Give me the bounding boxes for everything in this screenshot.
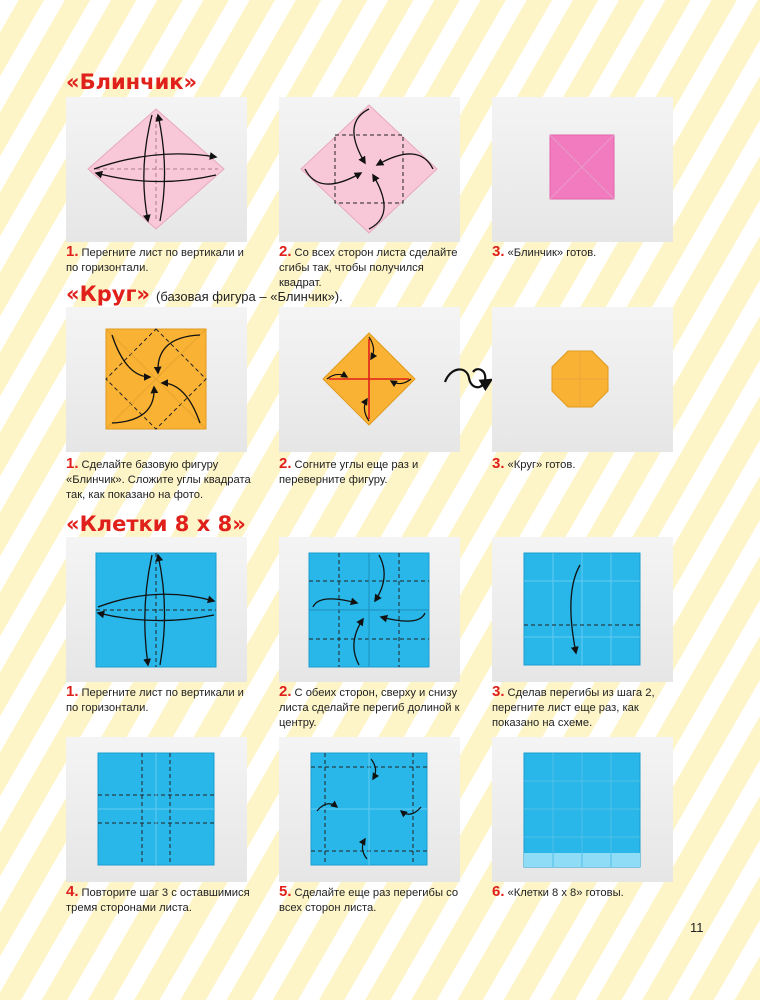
- step-number: 1.: [66, 455, 79, 472]
- photo-blinchik-step-1: [66, 97, 247, 242]
- section-title-text: «Клетки 8 х 8»: [66, 512, 246, 536]
- step-number: 1.: [66, 683, 79, 700]
- step-number: 2.: [279, 683, 292, 700]
- step-text: Перегните лист по вертикали и по горизонтали.: [66, 687, 244, 714]
- section-title-text: «Круг»: [66, 282, 150, 306]
- step-text: Со всех сторон листа сделайте сгибы так, чтобы получился квадрат.: [279, 247, 458, 289]
- step-number: 3.: [492, 683, 505, 700]
- step-text: Сделайте еще раз перегибы со всех сторон листа.: [279, 887, 459, 914]
- caption-krug-step-3: [492, 456, 682, 473]
- photo-krug-step-3: [492, 307, 673, 452]
- photo-blinchik-step-3: [492, 97, 673, 242]
- step-text: Согните углы еще раз и переверните фигуру.: [279, 459, 419, 486]
- caption-blinchik-step-1: [66, 244, 256, 276]
- caption-blinchik-step-3: [492, 244, 682, 261]
- photo-kletki-step-5: [279, 737, 460, 882]
- step-number: 3.: [492, 455, 505, 472]
- caption-kletki-step-2: [279, 684, 469, 731]
- step-number: 2.: [279, 455, 292, 472]
- caption-kletki-step-1: [66, 684, 256, 716]
- step-number: 4.: [66, 883, 79, 900]
- photo-kletki-step-6: [492, 737, 673, 882]
- step-text: «Клетки 8 х 8» готовы.: [507, 887, 624, 899]
- step-text: «Блинчик» готов.: [507, 247, 597, 259]
- caption-kletki-step-4: [66, 884, 256, 916]
- photo-blinchik-step-2: [279, 97, 460, 242]
- section-title-text: «Блинчик»: [66, 70, 198, 94]
- photo-krug-step-1: [66, 307, 247, 452]
- step-text: Сделайте базовую фигуру «Блинчик». Сложите углы квадрата так, как показано на фото.: [66, 459, 251, 501]
- caption-kletki-step-6: [492, 884, 682, 901]
- photo-kletki-step-2: [279, 537, 460, 682]
- photo-kletki-step-3: [492, 537, 673, 682]
- caption-kletki-step-5: [279, 884, 469, 916]
- step-number: 2.: [279, 243, 292, 260]
- section-subtitle: (базовая фигура – «Блинчик»).: [156, 289, 343, 304]
- caption-krug-step-1: [66, 456, 256, 503]
- section-title-kletki: [66, 512, 246, 536]
- step-text: «Круг» готов.: [507, 459, 576, 471]
- step-number: 1.: [66, 243, 79, 260]
- step-number: 3.: [492, 243, 505, 260]
- caption-krug-step-2: [279, 456, 469, 488]
- step-text: С обеих сторон, сверху и снизу листа сделайте перегиб долиной к центру.: [279, 687, 460, 729]
- step-number: 5.: [279, 883, 292, 900]
- section-title-krug: [66, 282, 343, 306]
- step-text: Сделав перегибы из шага 2, перегните лист еще раз, как показано на схеме.: [492, 687, 655, 729]
- flip-over-icon: [443, 362, 493, 396]
- step-text: Перегните лист по вертикали и по горизонтали.: [66, 247, 244, 274]
- page-number: 11: [690, 920, 704, 935]
- photo-kletki-step-4: [66, 737, 247, 882]
- photo-kletki-step-1: [66, 537, 247, 682]
- section-title-blinchik: [66, 70, 197, 94]
- step-number: 6.: [492, 883, 505, 900]
- photo-krug-step-2: [279, 307, 460, 452]
- step-text: Повторите шаг 3 с оставшимися тремя сторонами листа.: [66, 887, 250, 914]
- caption-kletki-step-3: [492, 684, 682, 731]
